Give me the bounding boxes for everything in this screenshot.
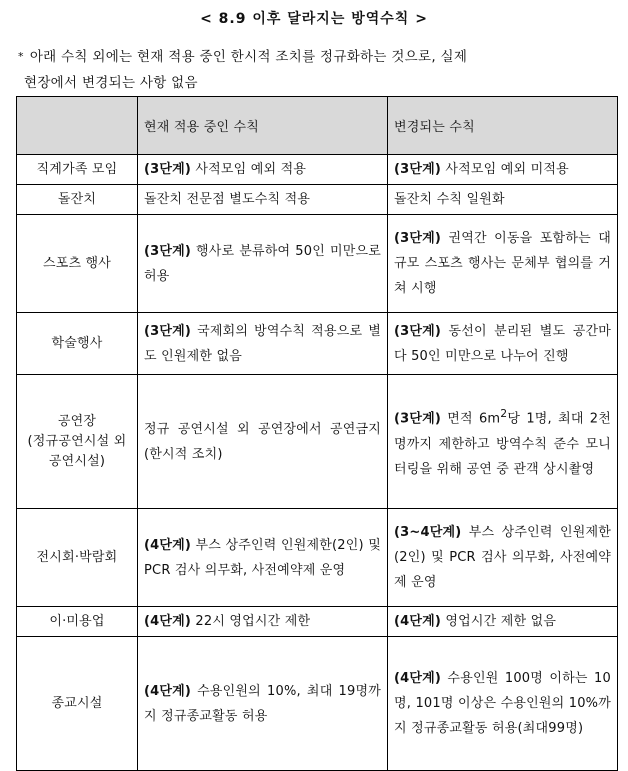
category-name: 공연장 [57,413,97,429]
rule-text: 돌잔치 전문점 별도수칙 적용 [144,192,311,207]
rule-text: 수용인원의 10%, 최대 19명까지 정규종교활동 허용 [144,683,381,724]
changed-rule [388,155,618,185]
current-rule [138,313,388,375]
rule-text: 동선이 분리된 별도 공간마다 50인 미만으로 나누어 진행 [394,323,611,364]
stage-label: (3단계) [394,162,442,177]
stage-label: (3단계) [144,243,192,259]
table-row [17,509,618,607]
stage-label: (3단계) [394,231,442,246]
row-category: 전시회·박람회 [17,509,138,607]
changed-rule [388,509,618,607]
row-category: 학술행사 [17,313,138,375]
current-rule [138,215,388,313]
stage-label: (4단계) [144,537,192,553]
table-row [17,607,618,637]
stage-label: (3단계) [394,323,442,339]
table-row [17,155,618,185]
changed-rule [388,215,618,313]
header-corner [17,97,138,155]
rule-text: 면적 6m [441,411,501,427]
rule-text: 정규 공연시설 외 공연장에서 공연금지(한시적 조치) [144,421,381,462]
rule-text: 당 1명, 최대 2천명까지 제한하고 방역수칙 준수 모니터링을 위해 공연 중 관객 상시촬영 [394,411,612,477]
stage-label: (4단계) [144,683,192,699]
area-superscript: 2 [500,407,508,421]
changed-rule [388,607,618,637]
current-rule [138,375,388,509]
rule-text: 국제회의 방역수칙 적용으로 별도 인원제한 없음 [144,323,381,364]
changed-rule [388,375,618,509]
changed-rule [388,313,618,375]
stage-label: (3단계) [394,411,442,427]
header-changed: 변경되는 수칙 [388,97,618,155]
table-row [17,637,618,771]
rule-text: 사적모임 예외 적용 [191,162,307,177]
row-category: 이·미용업 [17,607,138,637]
rule-text: 수용인원 100명 이하는 10명, 101명 이상은 수용인원의 10%까지 정규종교활동 허용(최대99명) [394,671,611,736]
table-row [17,215,618,313]
stage-label: (4단계) [144,614,192,629]
rule-text: 부스 상주인력 인원제한(2인) 및 PCR 검사 의무화, 사전예약제 운영 [144,537,381,578]
changed-rule [388,637,618,771]
stage-label: (3단계) [144,162,192,177]
rule-text: 돌잔치 수칙 일원화 [394,192,505,207]
table-row [17,375,618,509]
table-row [17,185,618,215]
document-title: < 8.9 이후 달라지는 방역수칙 > [200,11,428,27]
row-category: 종교시설 [17,637,138,771]
stage-label: (3단계) [144,323,192,339]
note-line-2: 현장에서 변경되는 사항 없음 [24,75,198,91]
rule-text: 부스 상주인력 인원제한(2인) 및 PCR 검사 의무화, 사전예약제 운영 [394,525,611,590]
stage-label: (4단계) [394,671,442,686]
current-rule [138,185,388,215]
note-marker: * [18,50,24,63]
rule-text: 22시 영업시간 제한 [191,614,311,629]
row-category: 직계가족 모임 [17,155,138,185]
note-line-1: 아래 수칙 외에는 현재 적용 중인 한시적 조치를 정규화하는 것으로, 실제 [29,49,468,65]
current-rule [138,155,388,185]
changed-rule [388,185,618,215]
rule-text: 행사로 분류하여 50인 미만으로 허용 [144,243,381,284]
table-header-row [17,97,618,155]
header-current: 현재 적용 중인 수칙 [138,97,388,155]
category-subtitle: (정규공연시설 외 공연시설) [27,433,127,469]
row-category [17,375,138,509]
table-row [17,313,618,375]
stage-label: (3~4단계) [394,525,462,540]
current-rule [138,509,388,607]
rule-text: 사적모임 예외 미적용 [441,162,569,177]
note [18,44,618,96]
rules-table [16,96,618,771]
stage-label: (4단계) [394,614,442,629]
rule-text: 영업시간 제한 없음 [441,614,557,629]
current-rule [138,637,388,771]
rule-text: 권역간 이동을 포함하는 대규모 스포츠 행사는 문체부 협의를 거쳐 시행 [394,231,611,296]
row-category: 스포츠 행사 [17,215,138,313]
current-rule [138,607,388,637]
row-category: 돌잔치 [17,185,138,215]
